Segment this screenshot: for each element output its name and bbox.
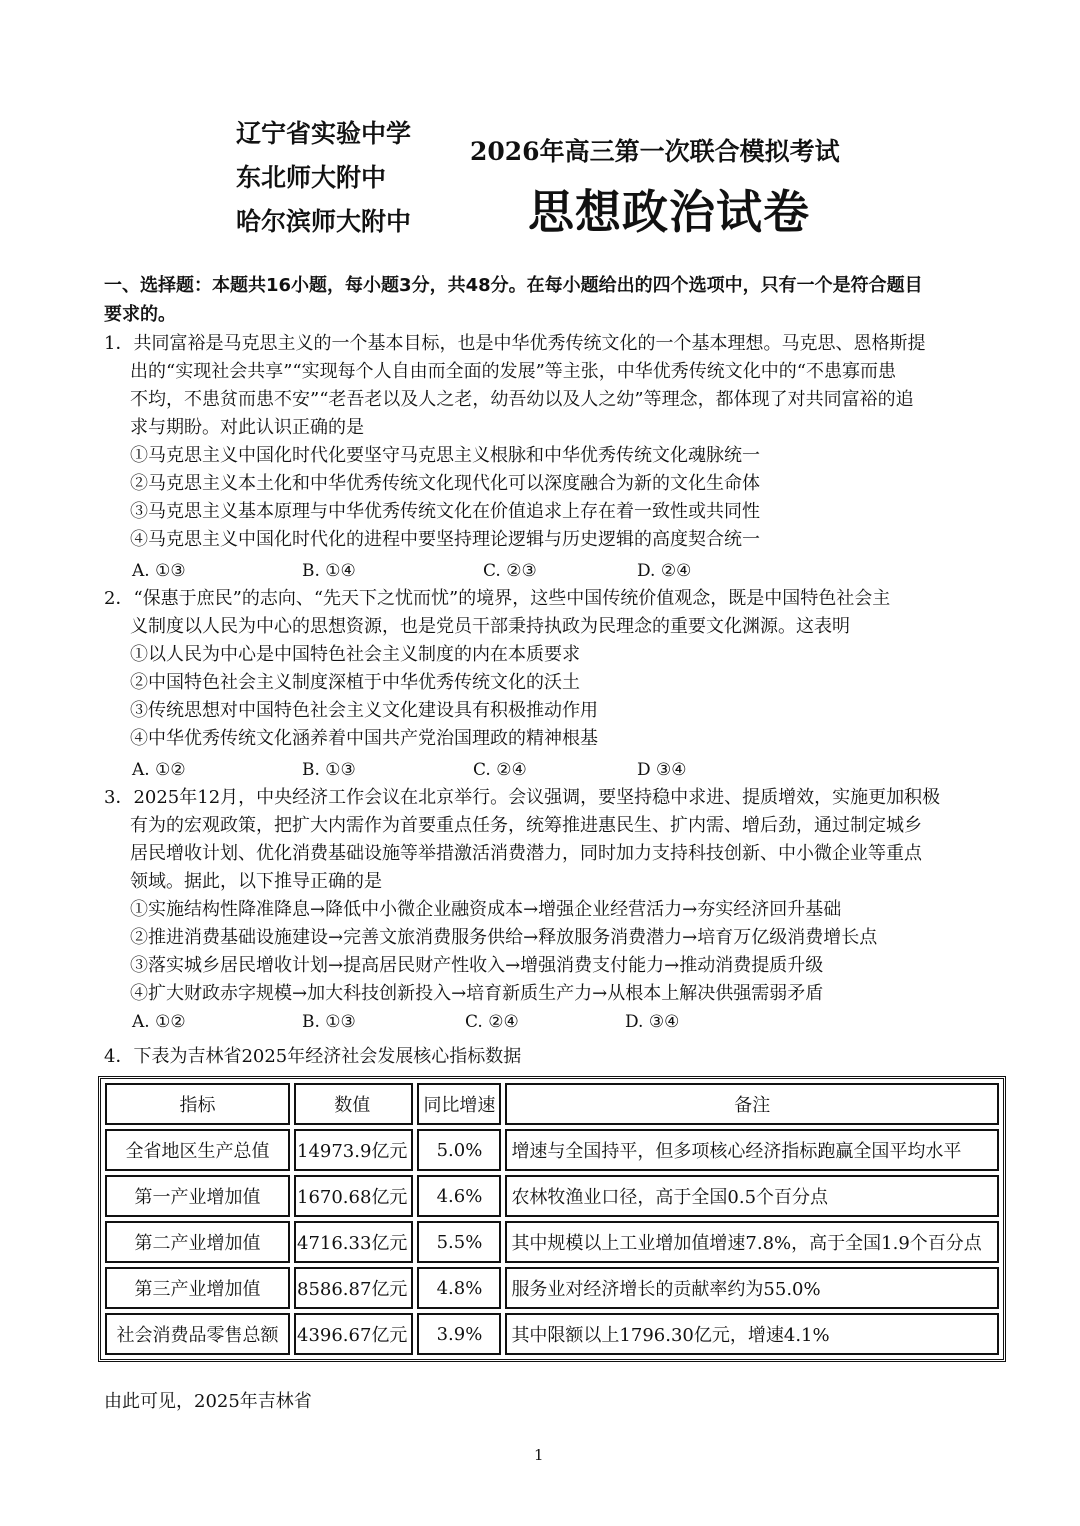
question-1-statement: ④马克思主义中国化时代化的进程中要坚持理论逻辑与历史逻辑的高度契合统一 — [130, 529, 760, 550]
section-heading: 一、选择题：本题共16小题，每小题3分，共48分。在每小题给出的四个选项中，只有一个是符合题目 — [104, 275, 923, 296]
question-2-option-a[interactable]: A. ①② — [132, 760, 186, 780]
note-cell: 服务业对经济增长的贡献率约为55.0% — [505, 1267, 999, 1309]
table-row — [105, 1129, 999, 1171]
subject-title: 思想政治试卷 — [528, 185, 810, 239]
question-1-stem: 求与期盼。对此认识正确的是 — [130, 417, 364, 438]
question-1-stem: 出的“实现社会共享”“实现每个人自由而全面的发展”等主张，中华优秀传统文化中的“不患寡而患 — [130, 361, 897, 382]
question-2-statement: ③传统思想对中国特色社会主义文化建设具有积极推动作用 — [130, 700, 598, 721]
value-cell: 1670.68亿元 — [294, 1175, 413, 1217]
section-heading-continued: 要求的。 — [104, 304, 176, 325]
question-2-option-b[interactable]: B. ①③ — [302, 760, 356, 780]
indicator-table — [98, 1076, 1006, 1362]
indicator-cell: 全省地区生产总值 — [105, 1129, 290, 1171]
question-3-statement: ③落实城乡居民增收计划→提高居民财产性收入→增强消费支付能力→推动消费提质升级 — [130, 955, 824, 976]
question-2-option-d[interactable]: D ③④ — [637, 760, 687, 780]
table-row — [105, 1267, 999, 1309]
question-4-stem: 4．下表为吉林省2025年经济社会发展核心指标数据 — [104, 1046, 522, 1067]
question-1-option-d[interactable]: D. ②④ — [637, 561, 692, 581]
table-row — [105, 1221, 999, 1263]
question-3-option-a[interactable]: A. ①② — [132, 1012, 186, 1032]
question-3-option-c[interactable]: C. ②④ — [465, 1012, 519, 1032]
question-2-statement: ②中国特色社会主义制度深植于中华优秀传统文化的沃土 — [130, 672, 580, 693]
note-cell: 增速与全国持平，但多项核心经济指标跑赢全国平均水平 — [505, 1129, 999, 1171]
question-4-continuation: 由此可见，2025年吉林省 — [104, 1391, 312, 1412]
question-2-option-c[interactable]: C. ②④ — [473, 760, 527, 780]
question-3-statement: ②推进消费基础设施建设→完善文旅消费服务供给→释放服务消费潜力→培育万亿级消费增长点 — [130, 927, 878, 948]
value-cell: 4396.67亿元 — [294, 1313, 413, 1355]
note-cell: 其中规模以上工业增加值增速7.8%，高于全国1.9个百分点 — [505, 1221, 999, 1263]
question-1-option-a[interactable]: A. ①③ — [132, 561, 186, 581]
question-3-option-d[interactable]: D. ③④ — [625, 1012, 680, 1032]
question-1-statement: ③马克思主义基本原理与中华优秀传统文化在价值追求上存在着一致性或共同性 — [130, 501, 760, 522]
question-2-statement: ④中华优秀传统文化涵养着中国共产党治国理政的精神根基 — [130, 728, 598, 749]
column-header: 备注 — [505, 1083, 999, 1125]
column-header: 数值 — [294, 1083, 413, 1125]
indicator-cell: 社会消费品零售总额 — [105, 1313, 290, 1355]
question-1-statement: ②马克思主义本土化和中华优秀传统文化现代化可以深度融合为新的文化生命体 — [130, 473, 760, 494]
note-cell: 其中限额以上1796.30亿元，增速4.1% — [505, 1313, 999, 1355]
question-1-option-c[interactable]: C. ②③ — [483, 561, 537, 581]
note-cell: 农林牧渔业口径，高于全国0.5个百分点 — [505, 1175, 999, 1217]
question-3-option-b[interactable]: B. ①③ — [302, 1012, 356, 1032]
question-1-stem: 1．共同富裕是马克思主义的一个基本目标，也是中华优秀传统文化的一个基本理想。马克思、恩格斯提 — [104, 333, 926, 354]
value-cell: 14973.9亿元 — [294, 1129, 413, 1171]
question-3-stem: 领域。据此，以下推导正确的是 — [130, 871, 382, 892]
indicator-cell: 第三产业增加值 — [105, 1267, 290, 1309]
question-2-stem: 2．“保惠于庶民”的志向、“先天下之忧而忧”的境界，这些中国传统价值观念，既是中国特色社会主 — [104, 588, 891, 609]
exam-title: 2026年高三第一次联合模拟考试 — [470, 137, 840, 166]
school-name: 哈尔滨师大附中 — [236, 207, 412, 236]
question-3-stem: 3．2025年12月，中央经济工作会议在北京举行。会议强调，要坚持稳中求进、提质增效，实施更加积极 — [104, 787, 941, 808]
table-row — [105, 1175, 999, 1217]
school-name: 辽宁省实验中学 — [236, 119, 412, 148]
question-1-statement: ①马克思主义中国化时代化要坚守马克思主义根脉和中华优秀传统文化魂脉统一 — [130, 445, 760, 466]
question-3-stem: 居民增收计划、优化消费基础设施等举措激活消费潜力，同时加力支持科技创新、中小微企业等重点 — [130, 843, 922, 864]
column-header: 同比增速 — [417, 1083, 501, 1125]
question-3-statement: ④扩大财政赤字规模→加大科技创新投入→培育新质生产力→从根本上解决供强需弱矛盾 — [130, 983, 824, 1004]
column-header: 指标 — [105, 1083, 290, 1125]
table-row — [105, 1313, 999, 1355]
question-1-stem: 不均，不患贫而患不安”“老吾老以及人之老，幼吾幼以及人之幼”等理念，都体现了对共同富裕的追 — [130, 389, 914, 410]
value-cell: 8586.87亿元 — [294, 1267, 413, 1309]
growth-cell: 5.0% — [417, 1129, 501, 1171]
indicator-cell: 第二产业增加值 — [105, 1221, 290, 1263]
page-number: 1 — [534, 1446, 544, 1464]
growth-cell: 4.8% — [417, 1267, 501, 1309]
value-cell: 4716.33亿元 — [294, 1221, 413, 1263]
question-1-option-b[interactable]: B. ①④ — [302, 561, 356, 581]
school-list — [236, 112, 436, 244]
growth-cell: 4.6% — [417, 1175, 501, 1217]
question-2-stem: 义制度以人民为中心的思想资源，也是党员干部秉持执政为民理念的重要文化渊源。这表明 — [130, 616, 850, 637]
table-header-row — [105, 1083, 999, 1125]
question-3-statement: ①实施结构性降准降息→降低中小微企业融资成本→增强企业经营活力→夯实经济回升基础 — [130, 899, 842, 920]
growth-cell: 5.5% — [417, 1221, 501, 1263]
question-2-statement: ①以人民为中心是中国特色社会主义制度的内在本质要求 — [130, 644, 580, 665]
indicator-cell: 第一产业增加值 — [105, 1175, 290, 1217]
question-3-stem: 有为的宏观政策，把扩大内需作为首要重点任务，统筹推进惠民生、扩内需、增后劲，通过制定城乡 — [130, 815, 922, 836]
growth-cell: 3.9% — [417, 1313, 501, 1355]
school-name: 东北师大附中 — [236, 163, 387, 192]
